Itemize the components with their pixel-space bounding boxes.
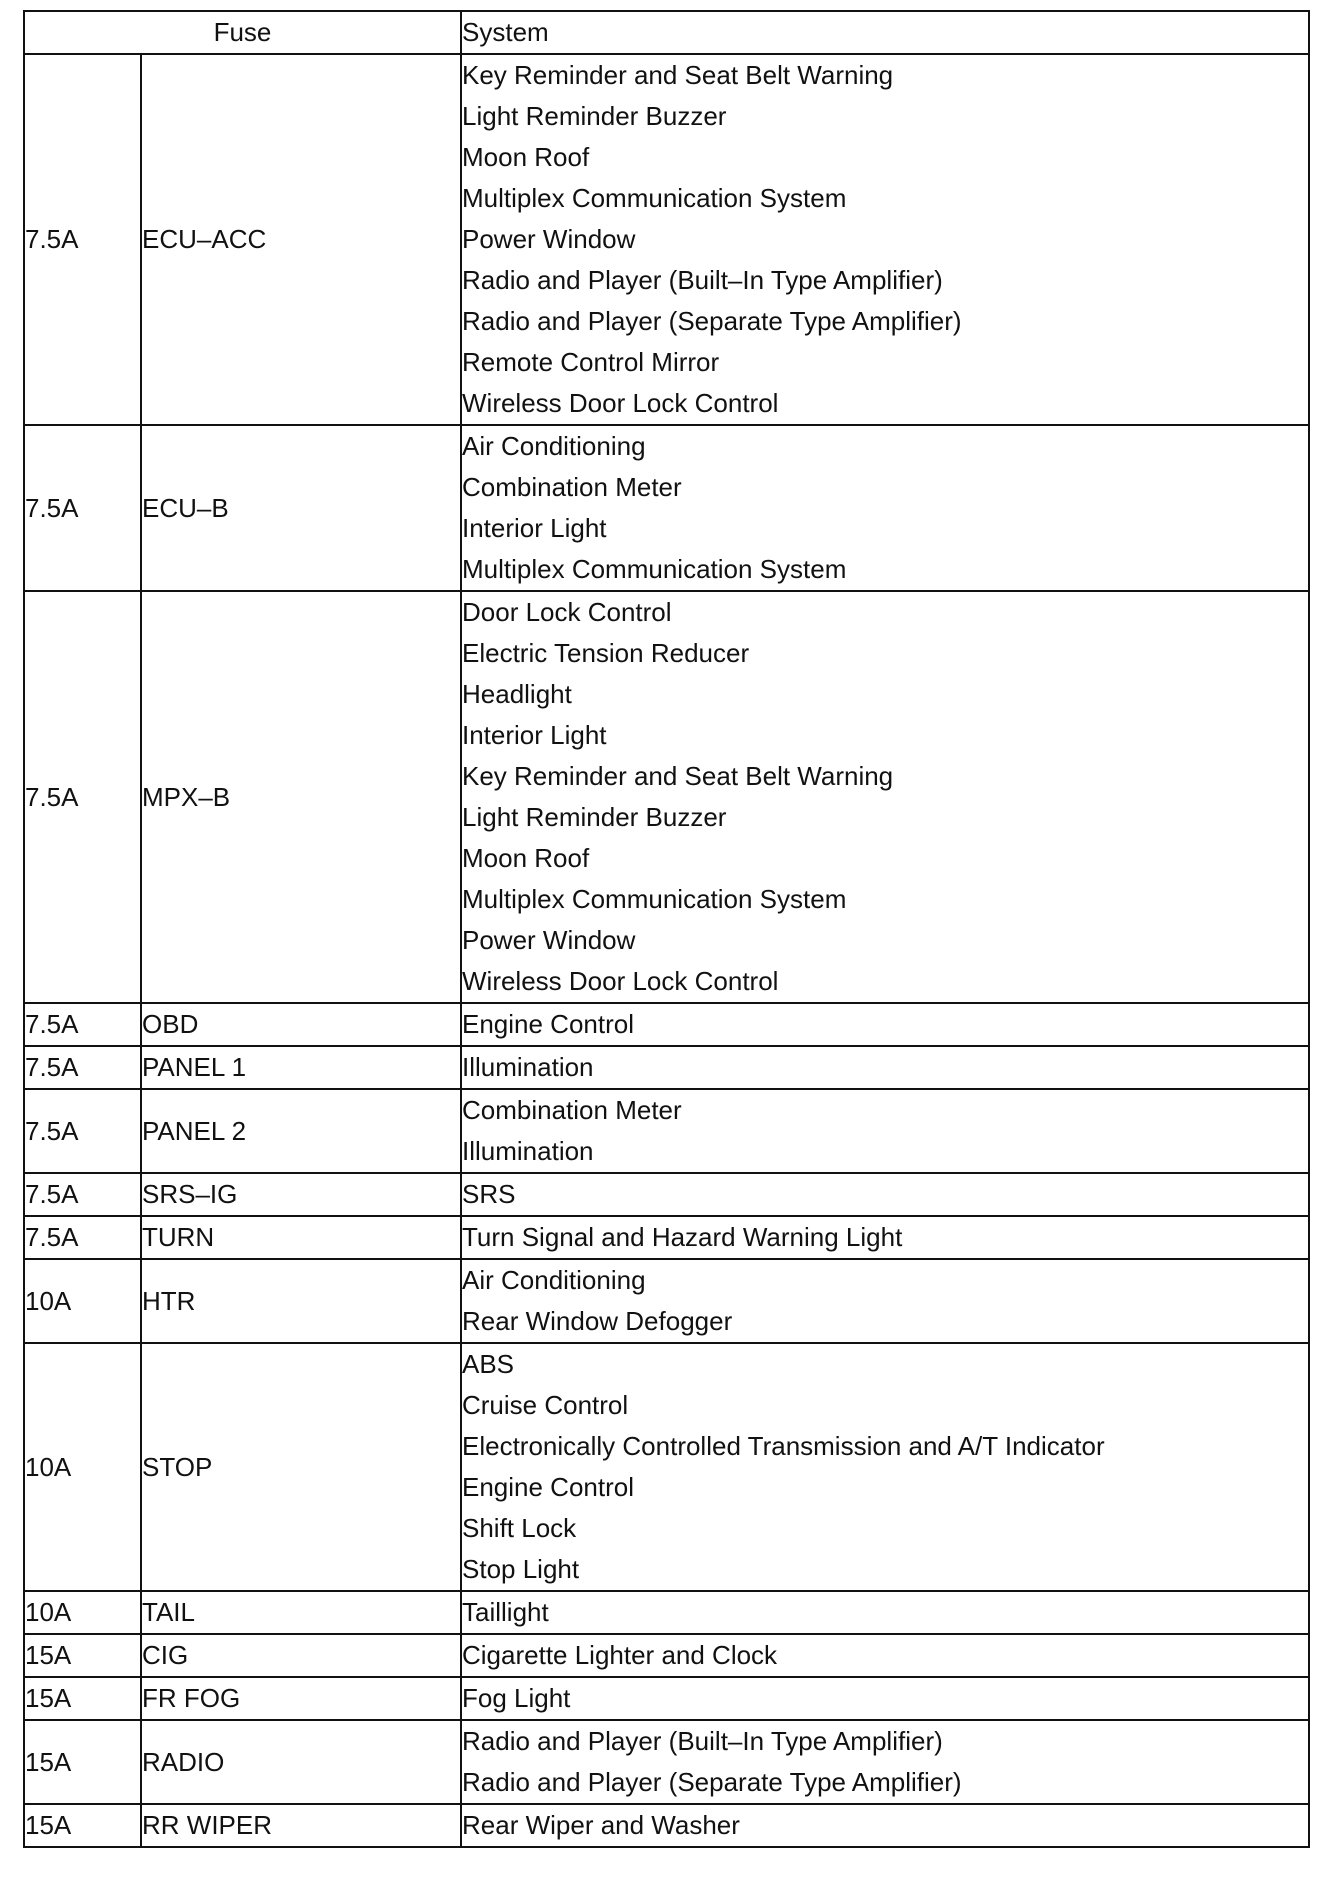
system-item: Wireless Door Lock Control (462, 966, 779, 996)
fuse-name: ECU–ACC (141, 54, 461, 425)
fuse-name: PANEL 1 (141, 1046, 461, 1089)
system-item: Light Reminder Buzzer (462, 802, 727, 832)
system-list (461, 1259, 1309, 1343)
fuse-name: RR WIPER (141, 1804, 461, 1847)
table-row (24, 1046, 1309, 1089)
system-item: Power Window (462, 925, 636, 955)
system-item: Wireless Door Lock Control (462, 388, 779, 418)
system-item: Radio and Player (Separate Type Amplifier) (462, 1767, 962, 1797)
table-row (24, 591, 1309, 1003)
system-item: Combination Meter (462, 1095, 682, 1125)
system-item: Door Lock Control (462, 597, 672, 627)
table-row (24, 54, 1309, 425)
system-list (461, 1720, 1309, 1804)
system-item: Rear Window Defogger (462, 1306, 733, 1336)
fuse-amperage: 7.5A (24, 425, 141, 591)
fuse-name: CIG (141, 1634, 461, 1677)
system-item: Shift Lock (462, 1513, 577, 1543)
system-list (461, 1046, 1309, 1089)
fuse-amperage: 7.5A (24, 591, 141, 1003)
system-item: Turn Signal and Hazard Warning Light (462, 1222, 903, 1252)
system-item: Rear Wiper and Washer (462, 1810, 740, 1840)
system-item: Engine Control (462, 1472, 634, 1502)
table-row (24, 1003, 1309, 1046)
system-item: Moon Roof (462, 142, 590, 172)
table-row (24, 1591, 1309, 1634)
system-list (461, 1677, 1309, 1720)
system-list (461, 54, 1309, 425)
system-item: ABS (462, 1349, 515, 1379)
system-item: Cigarette Lighter and Clock (462, 1640, 778, 1670)
system-list (461, 1343, 1309, 1591)
table-row (24, 1216, 1309, 1259)
fuse-name: TURN (141, 1216, 461, 1259)
system-item: Radio and Player (Built–In Type Amplifier) (462, 265, 943, 295)
fuse-name: HTR (141, 1259, 461, 1343)
table-row (24, 1677, 1309, 1720)
fuse-name: MPX–B (141, 591, 461, 1003)
fuse-name: ECU–B (141, 425, 461, 591)
fuse-amperage: 15A (24, 1677, 141, 1720)
fuse-amperage: 7.5A (24, 1003, 141, 1046)
system-list (461, 1591, 1309, 1634)
fuse-amperage: 7.5A (24, 1089, 141, 1173)
table-row (24, 1259, 1309, 1343)
fuse-amperage: 7.5A (24, 1046, 141, 1089)
fuse-name: PANEL 2 (141, 1089, 461, 1173)
system-item: Electric Tension Reducer (462, 638, 750, 668)
system-item: Illumination (462, 1136, 594, 1166)
system-item: Moon Roof (462, 843, 590, 873)
fuse-table-body (24, 54, 1309, 1847)
system-list (461, 591, 1309, 1003)
fuse-amperage: 7.5A (24, 54, 141, 425)
fuse-amperage: 10A (24, 1343, 141, 1591)
fuse-header: Fuse (24, 11, 461, 54)
system-item: Remote Control Mirror (462, 347, 720, 377)
system-item: Air Conditioning (462, 431, 646, 461)
fuse-amperage: 10A (24, 1259, 141, 1343)
fuse-amperage: 7.5A (24, 1173, 141, 1216)
table-row (24, 1173, 1309, 1216)
system-item: Power Window (462, 224, 636, 254)
table-row (24, 1089, 1309, 1173)
system-item: Multiplex Communication System (462, 183, 847, 213)
system-item: Air Conditioning (462, 1265, 646, 1295)
system-item: Light Reminder Buzzer (462, 101, 727, 131)
fuse-name: TAIL (141, 1591, 461, 1634)
table-row (24, 425, 1309, 591)
system-item: Electronically Controlled Transmission and A/T Indicator (462, 1431, 1105, 1461)
system-list (461, 1003, 1309, 1046)
table-row (24, 1720, 1309, 1804)
system-list (461, 425, 1309, 591)
system-item: Combination Meter (462, 472, 682, 502)
system-list (461, 1089, 1309, 1173)
fuse-amperage: 10A (24, 1591, 141, 1634)
system-item: Taillight (462, 1597, 549, 1627)
fuse-amperage: 15A (24, 1720, 141, 1804)
fuse-amperage: 7.5A (24, 1216, 141, 1259)
system-item: Fog Light (462, 1683, 571, 1713)
system-item: Radio and Player (Separate Type Amplifier) (462, 306, 962, 336)
fuse-name: OBD (141, 1003, 461, 1046)
fuse-name: STOP (141, 1343, 461, 1591)
system-item: Illumination (462, 1052, 594, 1082)
system-item: Multiplex Communication System (462, 884, 847, 914)
table-row (24, 1804, 1309, 1847)
fuse-name: FR FOG (141, 1677, 461, 1720)
fuse-name: RADIO (141, 1720, 461, 1804)
header-row (24, 11, 1309, 54)
system-item: Key Reminder and Seat Belt Warning (462, 761, 894, 791)
fuse-table-container (23, 10, 1308, 1848)
system-list (461, 1173, 1309, 1216)
system-item: Radio and Player (Built–In Type Amplifier) (462, 1726, 943, 1756)
system-item: Multiplex Communication System (462, 554, 847, 584)
system-item: Cruise Control (462, 1390, 629, 1420)
system-item: Headlight (462, 679, 572, 709)
system-item: Interior Light (462, 513, 607, 543)
system-list (461, 1804, 1309, 1847)
fuse-amperage: 15A (24, 1804, 141, 1847)
fuse-name: SRS–IG (141, 1173, 461, 1216)
table-row (24, 1343, 1309, 1591)
system-item: SRS (462, 1179, 516, 1209)
system-list (461, 1216, 1309, 1259)
system-item: Stop Light (462, 1554, 580, 1584)
system-item: Key Reminder and Seat Belt Warning (462, 60, 894, 90)
fuse-table (23, 10, 1310, 1848)
table-row (24, 1634, 1309, 1677)
system-list (461, 1634, 1309, 1677)
system-item: Engine Control (462, 1009, 634, 1039)
fuse-amperage: 15A (24, 1634, 141, 1677)
system-header: System (461, 11, 1309, 54)
system-item: Interior Light (462, 720, 607, 750)
